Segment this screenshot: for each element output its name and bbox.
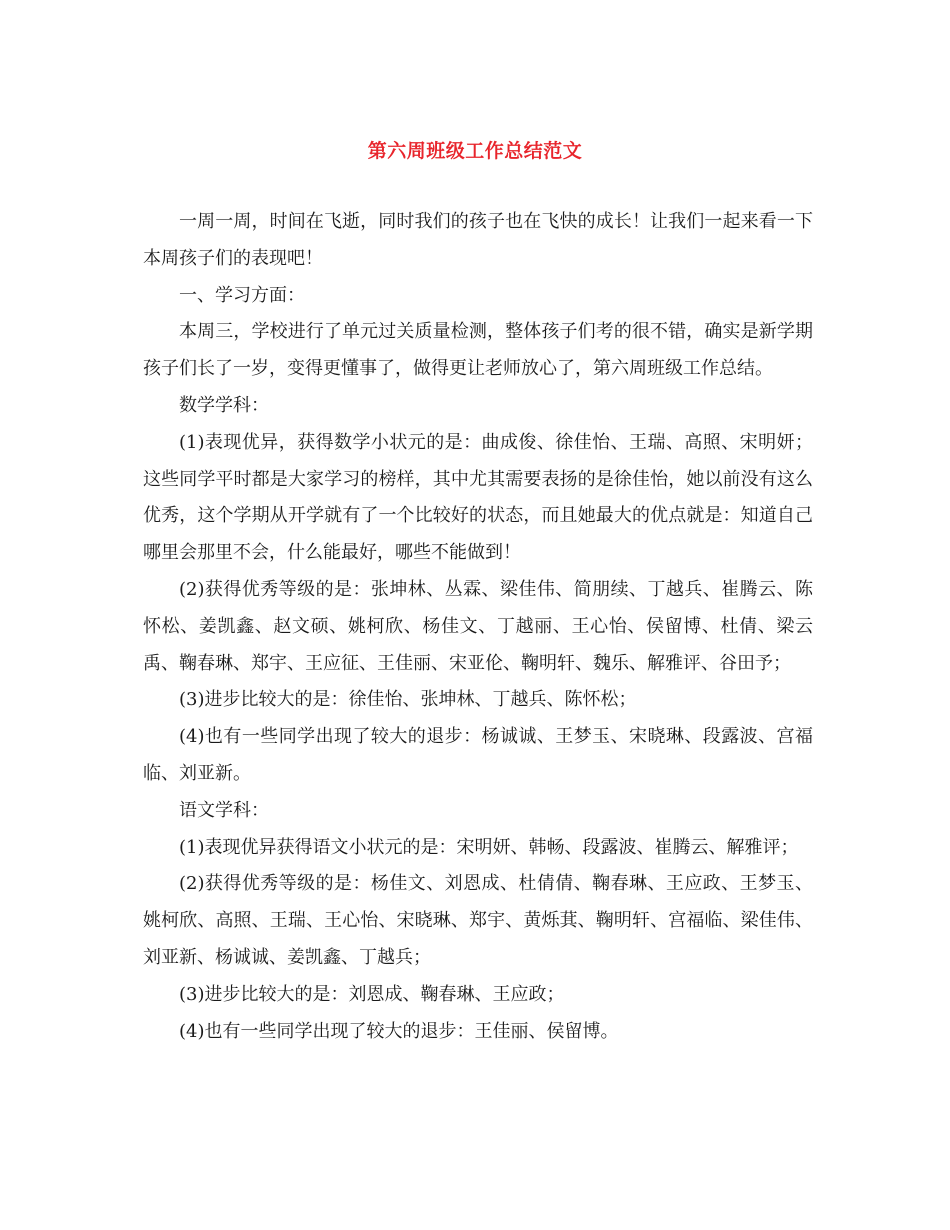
paragraph-intro: 一周一周，时间在飞逝，同时我们的孩子也在飞快的成长！让我们一起来看一下本周孩子们的表现吧！ [143,211,813,269]
section-heading-study: 一、学习方面： [179,284,305,306]
subject-heading-chinese: 语文学科： [179,799,269,821]
chinese-item-1: (1)表现优异获得语文小状元的是：宋明妍、韩畅、段露波、崔腾云、解雅评； [179,836,799,858]
math-item-3: (3)进步比较大的是：徐佳怡、张坤林、丁越兵、陈怀松； [179,689,637,711]
paragraph-exam: 本周三，学校进行了单元过关质量检测，整体孩子们考的很不错，确实是新学期孩子们长了一岁，变得更懂事了，做得更让老师放心了，第六周班级工作总结。 [143,321,813,380]
chinese-item-4: (4)也有一些同学出现了较大的退步：王佳丽、侯留博。 [179,1020,619,1042]
subject-heading-math: 数学学科： [179,394,269,416]
document-title: 第六周班级工作总结范文 [367,140,583,162]
document-body [143,204,813,1050]
chinese-item-2: (2)获得优秀等级的是：杨佳文、刘恩成、杜倩倩、鞠春琳、王应政、王梦玉、姚柯欣、高照、王瑞、王心怡、宋晓琳、郑宇、黄烁萁、鞠明轩、宫福临、梁佳伟、刘亚新、杨诚诚、姜凯鑫、丁越兵； [143,873,813,968]
math-item-4: (4)也有一些同学出现了较大的退步：杨诚诚、王梦玉、宋晓琳、段露波、宫福临、刘亚新。 [143,726,813,784]
math-item-1: (1)表现优异，获得数学小状元的是：曲成俊、徐佳怡、王瑞、高照、宋明妍；这些同学平时都是大家学习的榜样，其中尤其需要表扬的是徐佳怡，她以前没有这么优秀，这个学期从开学就有了一个比较好的状态，而且她最大的优点就是：知道自己哪里会那里不会，什么能最好，哪些不能做到！ [143,431,813,564]
chinese-item-3: (3)进步比较大的是：刘恩成、鞠春琳、王应政； [179,983,565,1005]
math-item-2: (2)获得优秀等级的是：张坤林、丛霖、梁佳伟、简朋续、丁越兵、崔腾云、陈怀松、姜凯鑫、赵文硕、姚柯欣、杨佳文、丁越丽、王心怡、侯留博、杜倩、梁云禹、鞠春琳、郑宇、王应征、王佳丽、宋亚伦、鞠明轩、魏乐、解雅评、谷田予； [143,578,813,674]
